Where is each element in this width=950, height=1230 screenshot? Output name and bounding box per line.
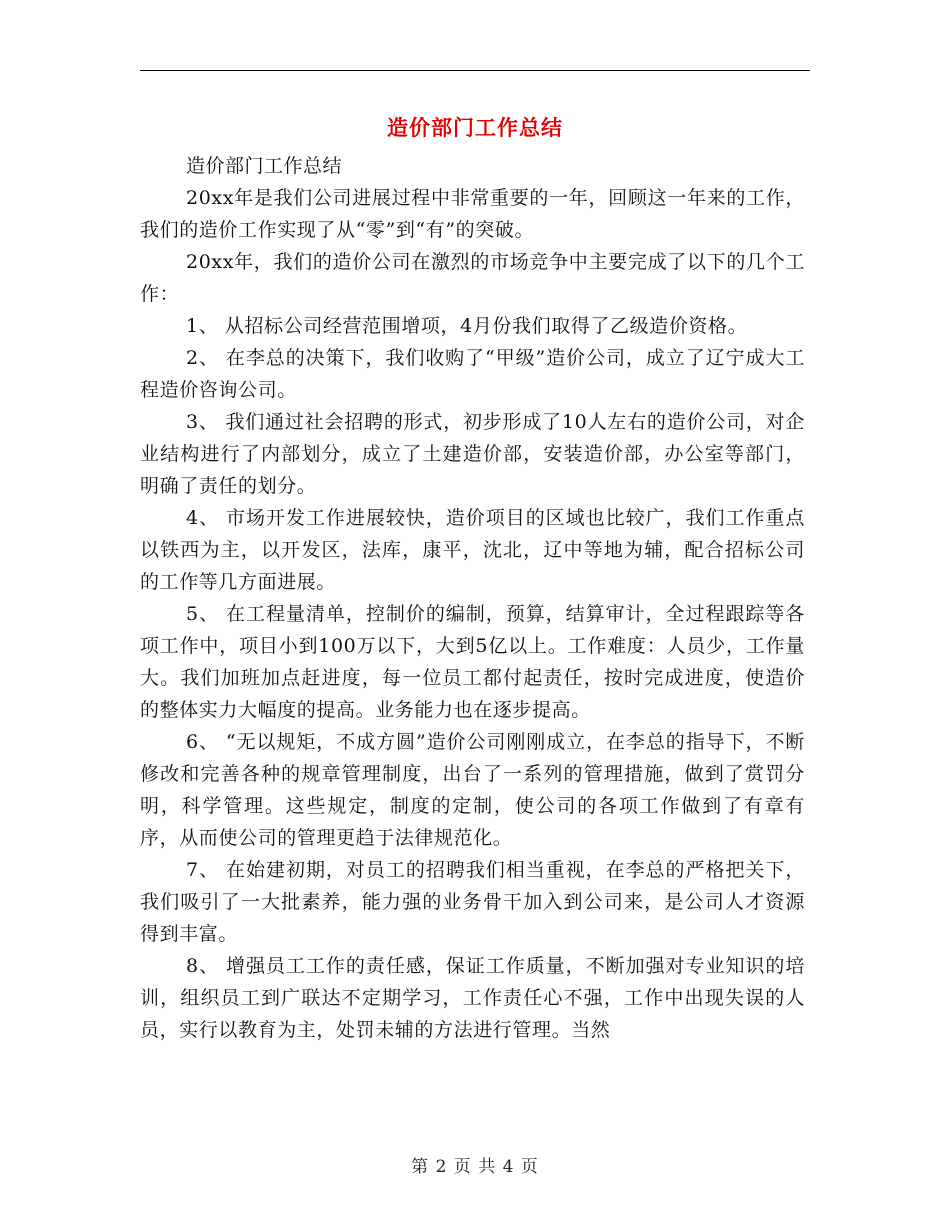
list-item-2: 2、 在李总的决策下，我们收购了“甲级”造价公司，成立了辽宁成大工程造价咨询公司。	[140, 347, 805, 401]
list-item-6: 6、 “无以规矩，不成方圆”造价公司刚刚成立，在李总的指导下，不断修改和完善各种的规章管理制度，出台了一系列的管理措施，做到了赏罚分明，科学管理。这些规定，制度的定制，使公司的各项工作做到了有章有序，从而使公司的管理更趋于法律规范化。	[140, 731, 805, 849]
header-rule	[140, 70, 810, 71]
document-title: 造价部门工作总结	[387, 116, 563, 140]
list-item-8: 8、 增强员工工作的责任感，保证工作质量，不断加强对专业知识的培训，组织员工到广联达不定期学习，工作责任心不强，工作中出现失误的人员，实行以教育为主，处罚未辅的方法进行管理。当然	[140, 955, 805, 1041]
list-item-4: 4、 市场开发工作进展较快，造价项目的区域也比较广，我们工作重点以铁西为主，以开发区，法库，康平，沈北，辽中等地为辅，配合招标公司的工作等几方面进展。	[140, 507, 805, 593]
list-item-1: 1、 从招标公司经营范围增项，4月份我们取得了乙级造价资格。	[186, 315, 748, 337]
document-body	[140, 150, 805, 1046]
paragraph-subtitle: 造价部门工作总结	[186, 155, 343, 177]
list-item-7: 7、 在始建初期，对员工的招聘我们相当重视，在李总的严格把关下，我们吸引了一大批素养，能力强的业务骨干加入到公司来，是公司人才资源得到丰富。	[140, 859, 805, 945]
paragraph-summary: 20xx年，我们的造价公司在激烈的市场竞争中主要完成了以下的几个工作：	[140, 251, 805, 305]
page-number-footer: 第 2 页 共 4 页	[411, 1157, 539, 1177]
list-item-3: 3、 我们通过社会招聘的形式，初步形成了10人左右的造价公司，对企业结构进行了内部划分，成立了土建造价部，安装造价部，办公室等部门，明确了责任的划分。	[140, 411, 805, 497]
paragraph-intro: 20xx年是我们公司进展过程中非常重要的一年，回顾这一年来的工作，我们的造价工作实现了从“零”到“有”的突破。	[140, 187, 805, 241]
list-item-5: 5、 在工程量清单，控制价的编制，预算，结算审计，全过程跟踪等各项工作中，项目小到100万以下，大到5亿以上。工作难度：人员少，工作量大。我们加班加点赶进度，每一位员工都付起责任，按时完成进度，使造价的整体实力大幅度的提高。业务能力也在逐步提高。	[140, 603, 805, 721]
